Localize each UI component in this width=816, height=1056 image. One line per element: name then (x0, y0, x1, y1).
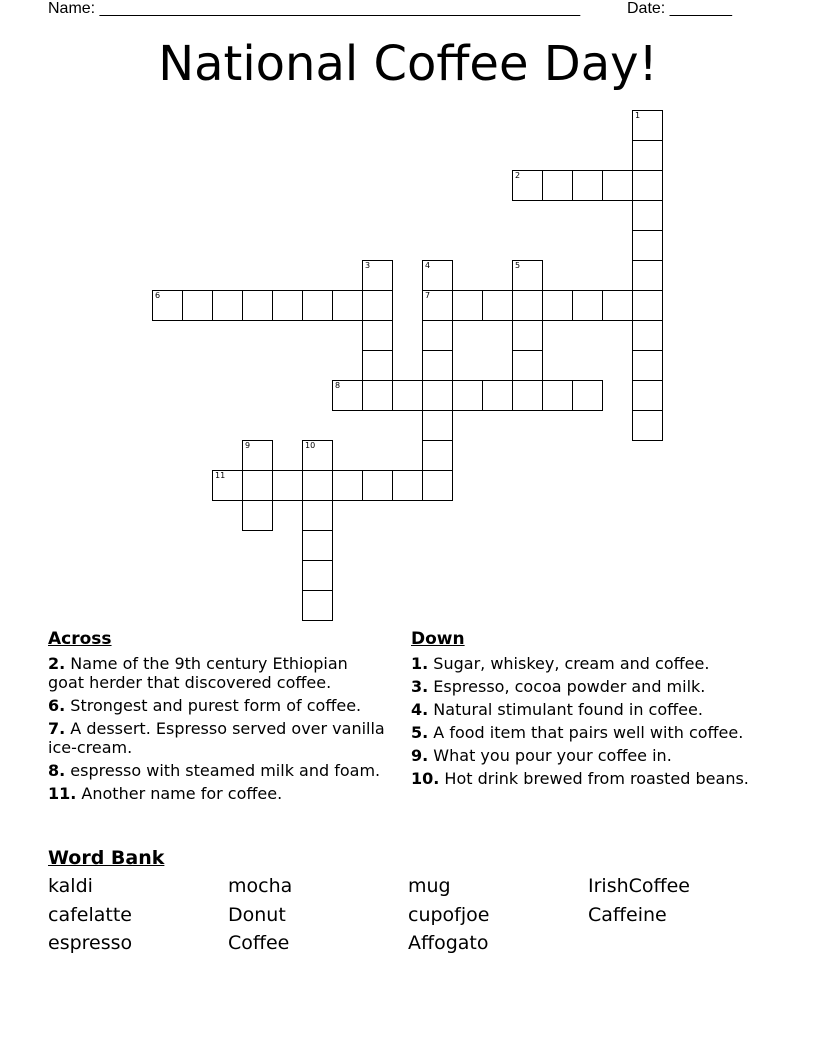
date-field[interactable]: Date: _______ (627, 0, 732, 17)
crossword-cell[interactable] (242, 440, 273, 471)
crossword-cell[interactable] (572, 380, 603, 411)
crossword-cell[interactable] (632, 200, 663, 231)
crossword-cell[interactable] (362, 350, 393, 381)
word-bank-item: espresso (48, 932, 133, 954)
cell-number: 6 (155, 291, 161, 300)
crossword-cell[interactable] (362, 290, 393, 321)
crossword-cell[interactable] (242, 290, 273, 321)
clue-across-8 (48, 761, 388, 780)
across-heading: Across (48, 629, 112, 649)
clue-down-3 (411, 677, 761, 696)
clue-number: 3. (411, 677, 429, 696)
word-bank-item: cafelatte (48, 903, 132, 926)
crossword-cell[interactable] (422, 290, 453, 321)
word-bank-heading: Word Bank (48, 847, 165, 869)
crossword-cell[interactable] (422, 410, 453, 441)
word-bank (48, 846, 768, 960)
cell-number: 8 (335, 381, 341, 390)
crossword-cell[interactable] (632, 140, 663, 171)
clue-text: Strongest and purest form of coffee. (65, 696, 362, 715)
crossword-cell[interactable] (542, 170, 573, 201)
clue-across-6 (48, 696, 388, 715)
crossword-cell[interactable] (362, 320, 393, 351)
crossword-cell[interactable] (362, 380, 393, 411)
cell-number: 1 (635, 111, 641, 120)
across-clues (48, 628, 388, 807)
crossword-cell[interactable] (482, 290, 513, 321)
crossword-cell[interactable] (632, 260, 663, 291)
word-bank-item: kaldi (48, 875, 93, 897)
clue-text: Name of the 9th century Ethiopian goat herder that discovered coffee. (48, 654, 348, 692)
crossword-cell[interactable] (482, 380, 513, 411)
crossword-cell[interactable] (182, 290, 213, 321)
crossword-cell[interactable] (632, 290, 663, 321)
clue-number: 9. (411, 746, 429, 765)
crossword-cell[interactable] (422, 350, 453, 381)
clue-down-1 (411, 654, 761, 673)
crossword-cell[interactable] (602, 170, 633, 201)
page-title: National Coffee Day! (158, 36, 658, 92)
clue-text: espresso with steamed milk and foam. (65, 761, 381, 780)
clue-number: 8. (48, 761, 66, 780)
crossword-cell[interactable] (572, 170, 603, 201)
crossword-cell[interactable] (512, 260, 543, 291)
crossword-cell[interactable] (422, 470, 453, 501)
cell-number: 3 (365, 261, 371, 270)
crossword-cell[interactable] (272, 470, 303, 501)
clue-text: Hot drink brewed from roasted beans. (439, 769, 749, 788)
crossword-cell[interactable] (362, 470, 393, 501)
down-heading: Down (411, 629, 465, 649)
cell-number: 11 (215, 471, 226, 480)
crossword-cell[interactable] (632, 110, 663, 141)
crossword-cell[interactable] (512, 350, 543, 381)
clue-number: 1. (411, 654, 429, 673)
crossword-cell[interactable] (632, 350, 663, 381)
clue-number: 4. (411, 700, 429, 719)
clue-across-7 (48, 719, 388, 757)
clue-number: 6. (48, 696, 66, 715)
crossword-cell[interactable] (632, 170, 663, 201)
crossword-cell[interactable] (392, 470, 423, 501)
word-bank-list (48, 874, 768, 960)
crossword-cell[interactable] (302, 500, 333, 531)
clue-down-5 (411, 723, 761, 742)
crossword-cell[interactable] (602, 290, 633, 321)
crossword-cell[interactable] (212, 290, 243, 321)
clue-text: What you pour your coffee in. (428, 746, 672, 765)
crossword-cell[interactable] (302, 290, 333, 321)
crossword-cell[interactable] (362, 260, 393, 291)
clue-text: Espresso, cocoa powder and milk. (428, 677, 706, 696)
crossword-cell[interactable] (332, 290, 363, 321)
cell-number: 10 (305, 441, 316, 450)
word-bank-item: IrishCoffee (588, 875, 690, 897)
word-bank-item: Affogato (408, 932, 489, 954)
cell-number: 4 (425, 261, 431, 270)
crossword-cell[interactable] (572, 290, 603, 321)
crossword-cell[interactable] (512, 170, 543, 201)
clue-number: 2. (48, 654, 66, 673)
crossword-cell[interactable] (212, 470, 243, 501)
crossword-cell[interactable] (452, 380, 483, 411)
crossword-cell[interactable] (152, 290, 183, 321)
crossword-cell[interactable] (242, 500, 273, 531)
cell-number: 9 (245, 441, 251, 450)
cell-number: 2 (515, 171, 521, 180)
crossword-cell[interactable] (302, 440, 333, 471)
crossword-cell[interactable] (422, 320, 453, 351)
crossword-cell[interactable] (512, 380, 543, 411)
clue-down-10 (411, 769, 761, 788)
word-bank-item: mocha (228, 875, 293, 897)
crossword-cell[interactable] (452, 290, 483, 321)
crossword-cell[interactable] (302, 560, 333, 591)
crossword-cell[interactable] (422, 380, 453, 411)
clue-text: A food item that pairs well with coffee. (428, 723, 744, 742)
clue-number: 7. (48, 719, 66, 738)
down-clues (411, 628, 761, 792)
word-bank-item: mug (408, 875, 451, 897)
cell-number: 7 (425, 291, 431, 300)
crossword-cell[interactable] (632, 410, 663, 441)
crossword-cell[interactable] (332, 470, 363, 501)
crossword-cell[interactable] (332, 380, 363, 411)
crossword-cell[interactable] (542, 290, 573, 321)
crossword-cell[interactable] (422, 260, 453, 291)
crossword-cell[interactable] (242, 470, 273, 501)
clue-text: Natural stimulant found in coffee. (428, 700, 703, 719)
crossword-cell[interactable] (302, 470, 333, 501)
crossword-cell[interactable] (512, 290, 543, 321)
clue-number: 10. (411, 769, 440, 788)
cell-number: 5 (515, 261, 521, 270)
name-field[interactable]: Name: ______________________________________________________ (48, 0, 581, 17)
word-bank-item: Coffee (228, 932, 290, 954)
word-bank-item: cupofjoe (408, 903, 490, 926)
crossword-cell[interactable] (632, 320, 663, 351)
word-bank-item: Donut (228, 903, 286, 926)
word-bank-item: Caffeine (588, 903, 667, 926)
crossword-cell[interactable] (512, 320, 543, 351)
clue-text: A dessert. Espresso served over vanilla ice-cream. (48, 719, 385, 757)
crossword-cell[interactable] (542, 380, 573, 411)
clue-number: 11. (48, 784, 77, 803)
clue-text: Another name for coffee. (76, 784, 283, 803)
crossword-cell[interactable] (632, 230, 663, 261)
clue-number: 5. (411, 723, 429, 742)
crossword-cell[interactable] (302, 590, 333, 621)
crossword-cell[interactable] (302, 530, 333, 561)
crossword-cell[interactable] (422, 440, 453, 471)
crossword-cell[interactable] (632, 380, 663, 411)
header (48, 0, 748, 20)
clue-across-2 (48, 654, 388, 692)
clue-text: Sugar, whiskey, cream and coffee. (428, 654, 710, 673)
crossword-cell[interactable] (272, 290, 303, 321)
clue-down-9 (411, 746, 761, 765)
crossword-cell[interactable] (392, 380, 423, 411)
clue-across-11 (48, 784, 388, 803)
clue-down-4 (411, 700, 761, 719)
